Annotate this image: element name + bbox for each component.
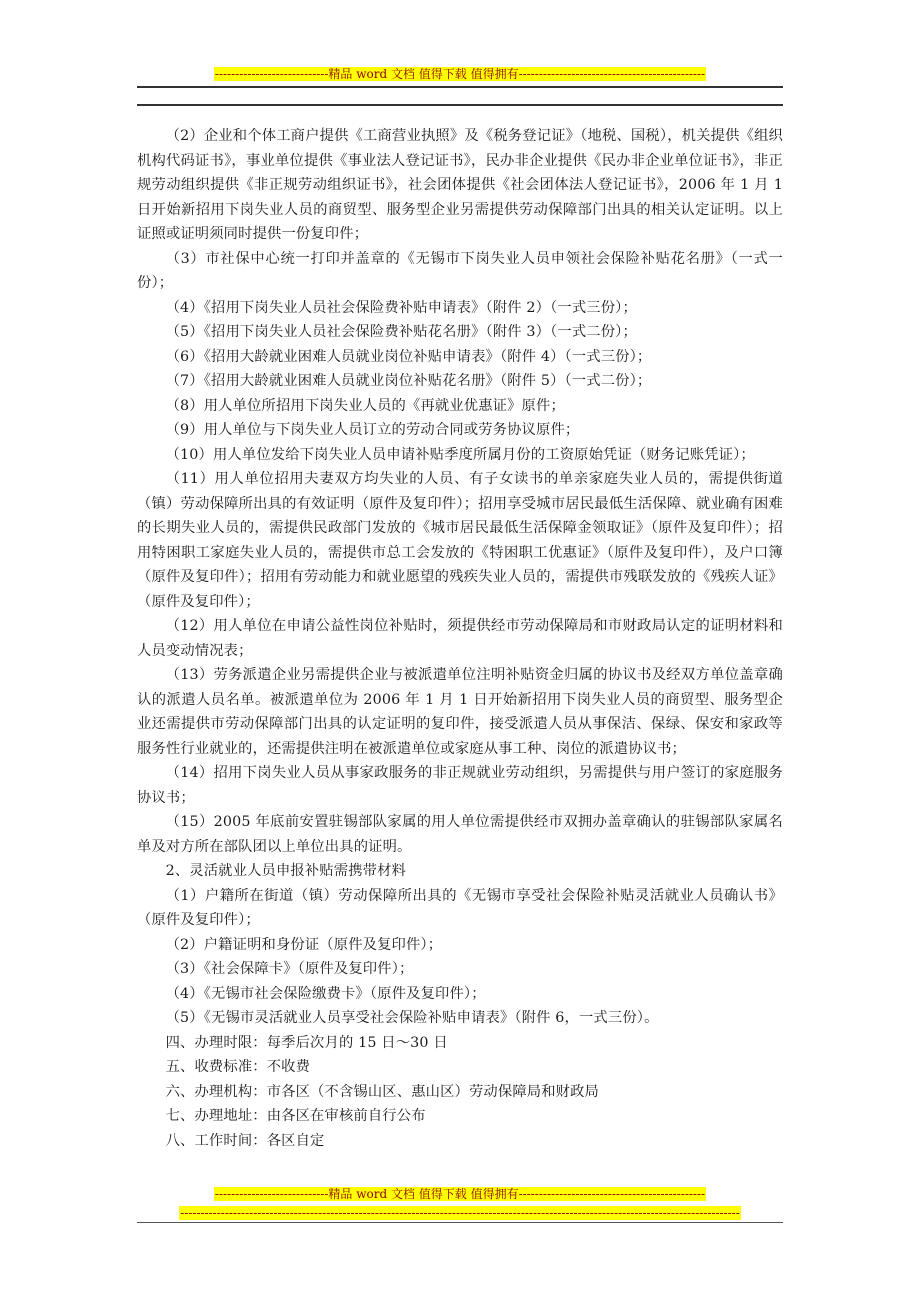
paragraph: （3）《社会保障卡》（原件及复印件）； — [165, 961, 414, 977]
paragraph: （2）户籍证明和身份证（原件及复印件）； — [165, 936, 443, 953]
paragraph: （1）户籍所在街道（镇）劳动保障所出具的《无锡市享受社会保险补贴灵活就业人员确认书》（原件及复印件）； — [137, 887, 783, 928]
section-line: 八、工作时间：各区自定 — [165, 1132, 325, 1149]
paragraph: （6）《招用大龄就业困难人员就业岗位补贴申请表》（附件 4）（一式三份）； — [165, 348, 652, 365]
section-heading: 2、灵活就业人员申报补贴需携带材料 — [165, 863, 406, 879]
footer-rule — [137, 1222, 783, 1223]
header-rule-thick — [137, 86, 783, 88]
footer-dash-text: ------------------------------------------------------------------------------------------------------------------------------------------ — [180, 1206, 740, 1220]
paragraph: （15）2005 年底前安置驻锡部队家属的用人单位需提供经市双拥办盖章确认的驻锡部队家属名单及对方所在部队团以上单位出具的证明。 — [137, 814, 783, 855]
section-line: 五、收费标准：不收费 — [165, 1059, 311, 1075]
section-line: 七、办理地址：由各区在审核前自行公布 — [165, 1108, 426, 1124]
paragraph: （7）《招用大龄就业困难人员就业岗位补贴花名册》（附件 5）（一式二份）； — [165, 373, 652, 389]
paragraph: （5）《招用下岗失业人员社会保险费补贴花名册》（附件 3）（一式二份）； — [165, 324, 637, 340]
header-rule-thin — [137, 104, 783, 106]
paragraph: （10）用人单位发给下岗失业人员申请补贴季度所属月份的工资原始凭证（财务记账凭证）； — [165, 446, 755, 463]
paragraph: （9）用人单位与下岗失业人员订立的劳动合同或劳务协议原件； — [165, 422, 580, 438]
paragraph: （2）企业和个体工商户提供《工商营业执照》及《税务登记证》（地税、国税），机关提供《组织机构代码证书》，事业单位提供《事业法人登记证书》，民办非企业提供《民办非企业单位证书》，非正规劳动组织提供《非正规劳动组织证书》，社会团体提供《社会团体法人登记证书》，2006 年 1 月 1 日开始新招用下岗失业人员的商贸型、服务型企业另需提供劳动保障部门出具的相关认定证明。以上证照或证明须同时提供一份复印件； — [137, 128, 783, 242]
paragraph: （4）《无锡市社会保险缴费卡》（原件及复印件）； — [165, 985, 486, 1002]
header-banner — [0, 66, 920, 82]
paragraph: （11）用人单位招用夫妻双方均失业的人员、有子女读书的单亲家庭失业人员的，需提供街道（镇）劳动保障所出具的有效证明（原件及复印件）；招用享受城市居民最低生活保障、就业确有困难的长期失业人员的，需提供民政部门发放的《城市居民最低生活保障金领取证》（原件及复印件）；招用特困职工家庭失业人员的，需提供市总工会发放的《特困职工优惠证》（原件及复印件），及户口簿（原件及复印件）；招用有劳动能力和就业愿望的残疾失业人员的，需提供市残联发放的《残疾人证》（原件及复印件）； — [137, 471, 783, 610]
paragraph: （5）《无锡市灵活就业人员享受社会保险补贴申请表》（附件 6，一式三份）。 — [165, 1010, 659, 1026]
paragraph: （3）市社保中心统一打印并盖章的《无锡市下岗失业人员申领社会保险补贴花名册》（一式一份）； — [137, 250, 783, 291]
paragraph: （8）用人单位所招用下岗失业人员的《再就业优惠证》原件； — [165, 397, 565, 414]
section-line: 四、办理时限：每季后次月的 15 日～30 日 — [165, 1034, 448, 1051]
paragraph: （12）用人单位在申请公益性岗位补贴时，须提供经市劳动保障局和市财政局认定的证明材料和人员变动情况表； — [137, 618, 783, 659]
paragraph: （14）招用下岗失业人员从事家政服务的非正规就业劳动组织，另需提供与用户签订的家庭服务协议书； — [137, 765, 783, 806]
paragraph: （13）劳务派遣企业另需提供企业与被派遣单位注明补贴资金归属的协议书及经双方单位盖章确认的派遣人员名单。被派遣单位为 2006 年 1 月 1 日开始新招用下岗失业人员的商贸型、服务型企业还需提供市劳动保障部门出具的认定证明的复印件，接受派遣人员从事保洁、保绿、保安和家政等服务性行业就业的，还需提供注明在被派遣单位或家庭从事工种、岗位的派遣协议书； — [137, 667, 783, 757]
footer-dash-line — [0, 1205, 920, 1221]
footer-banner — [0, 1186, 920, 1202]
footer-banner-text: ----------------------------精品 word 文档 值得下载 值得拥有---------------------------------------------- — [214, 1187, 706, 1201]
section-line: 六、办理机构：市各区（不含锡山区、惠山区）劳动保障局和财政局 — [165, 1083, 599, 1100]
document-body — [137, 124, 783, 1153]
paragraph: （4）《招用下岗失业人员社会保险费补贴申请表》（附件 2）（一式三份）； — [165, 299, 637, 316]
header-banner-text: ----------------------------精品 word 文档 值得下载 值得拥有---------------------------------------------- — [214, 67, 706, 81]
